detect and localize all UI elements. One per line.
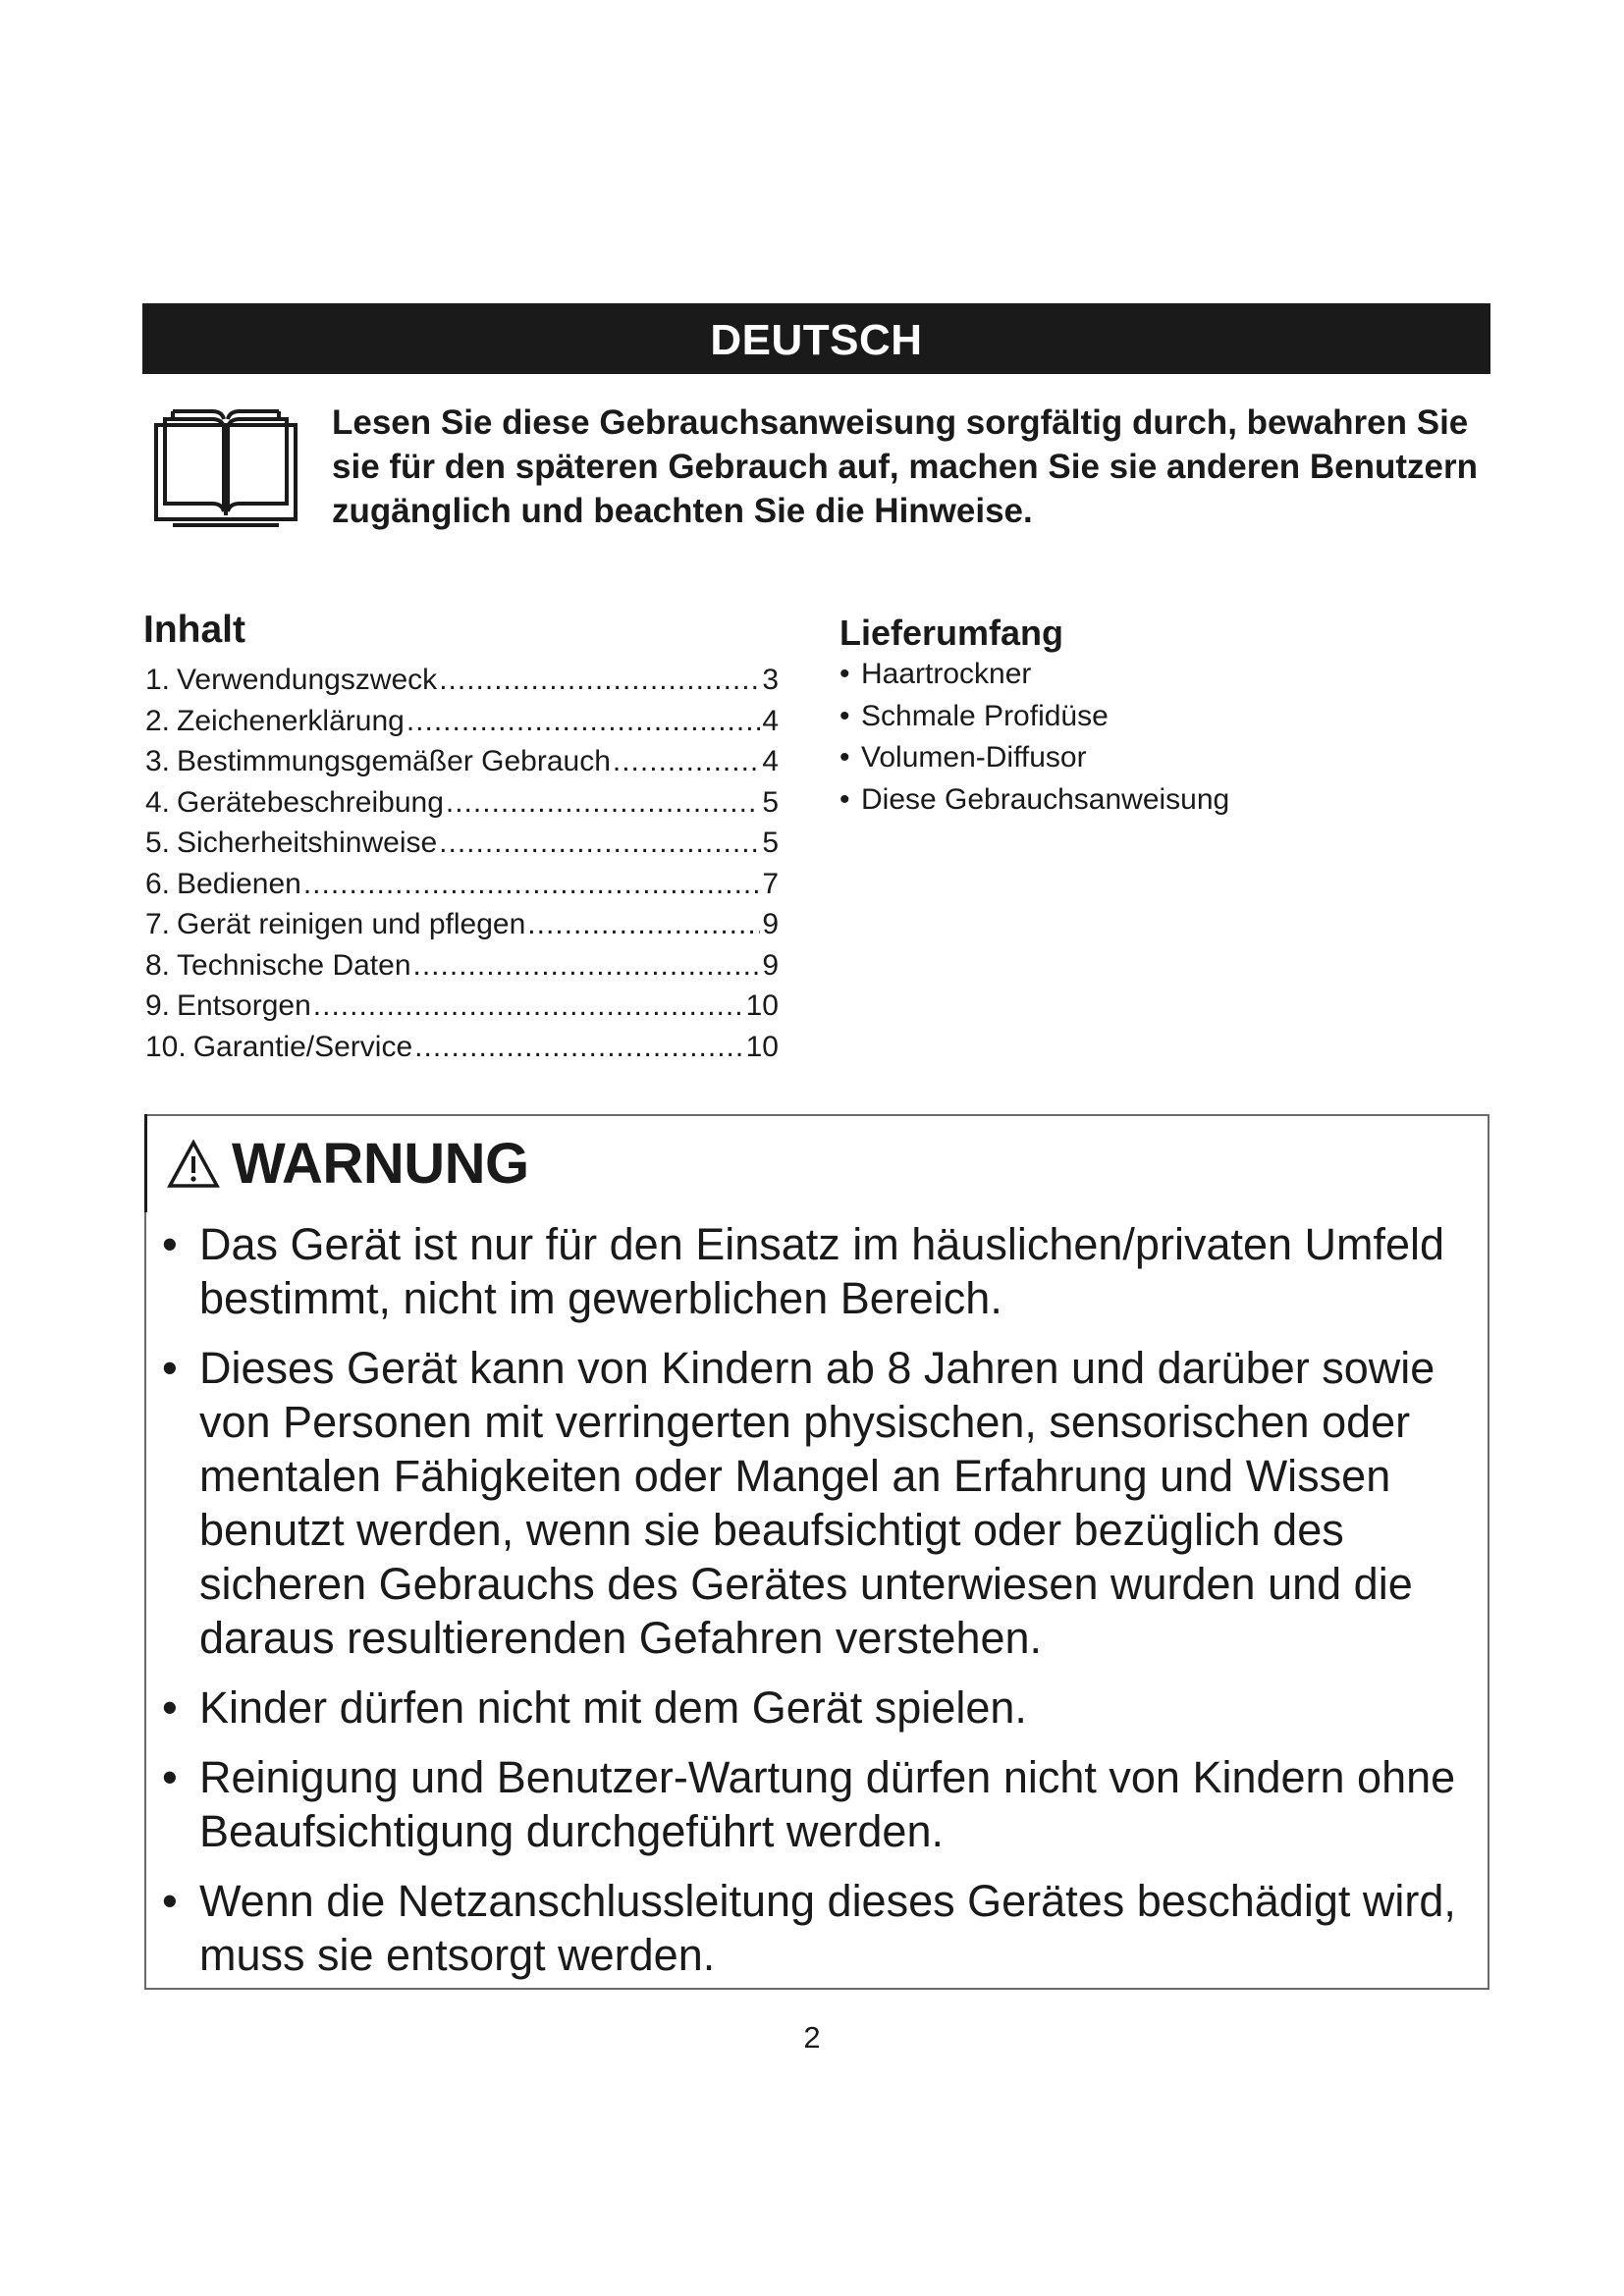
bullet-icon: •	[162, 1219, 178, 1269]
scope-of-delivery-title: Lieferumfang	[839, 613, 1064, 653]
toc-leader	[406, 705, 760, 738]
toc-item[interactable]: 1. Verwendungszweck ..... 3	[145, 664, 779, 705]
toc-item[interactable]: 6. Bedienen ..... 7	[145, 868, 779, 909]
language-banner: DEUTSCH	[142, 303, 1490, 374]
bullet-icon: •	[162, 1752, 178, 1802]
toc-leader	[439, 664, 760, 697]
toc-item[interactable]: 3. Bestimmungsgemäßer Gebrauch ..... 4	[145, 745, 779, 786]
toc-leader	[613, 745, 760, 778]
warning-item: • Das Gerät ist nur für den Einsatz im häuslichen/privaten Umfeld bestimmt, nicht im gewerblichen Bereich.	[162, 1219, 1445, 1323]
contents-title: Inhalt	[143, 609, 245, 651]
table-of-contents	[145, 664, 779, 1071]
bullet-icon: •	[839, 741, 850, 774]
intro-line: zugänglich und beachten Sie die Hinweise.	[332, 492, 1033, 530]
warning-item: • Reinigung und Benutzer-Wartung dürfen nicht von Kindern ohne Beaufsichtigung durchgeführt werden.	[162, 1752, 1456, 1856]
toc-item[interactable]: 4. Gerätebeschreibung ..... 5	[145, 786, 779, 828]
toc-leader	[303, 868, 760, 901]
warning-triangle-icon	[167, 1140, 220, 1189]
toc-item[interactable]: 10. Garantie/Service ..... 10	[145, 1031, 779, 1072]
intro-notice	[332, 400, 1490, 533]
warning-item: • Dieses Gerät kann von Kindern ab 8 Jahren und darüber sowie von Personen mit verringerten physischen, sensorischen oder mentalen Fähigkeiten oder Mangel an Erfahrung und Wissen benutzt werden, wenn sie beaufsichtigt oder bezüglich des sicheren Gebrauchs des Gerätes unterwiesen wurden und die daraus resultierenden Gefahren verstehen.	[162, 1343, 1435, 1663]
warning-box-accent	[144, 1114, 147, 1212]
toc-leader	[446, 786, 760, 820]
list-item: • Haartrockner	[839, 658, 1032, 690]
toc-item[interactable]: 9. Entsorgen ..... 10	[145, 989, 779, 1031]
bullet-icon: •	[162, 1343, 178, 1393]
toc-item[interactable]: 7. Gerät reinigen und pflegen ..... 9	[145, 908, 779, 949]
toc-leader	[414, 1031, 743, 1064]
list-item: • Volumen-Diffusor	[839, 741, 1087, 774]
intro-line: sie für den späteren Gebrauch auf, machen Sie sie anderen Benutzern	[332, 448, 1479, 486]
toc-item[interactable]: 8. Technische Daten ..... 9	[145, 949, 779, 990]
warning-title: WARNUNG	[232, 1132, 529, 1196]
warning-item: • Kinder dürfen nicht mit dem Gerät spielen.	[162, 1682, 1027, 1733]
list-item: • Diese Gebrauchsanweisung	[839, 782, 1230, 816]
warning-heading	[167, 1131, 529, 1197]
toc-leader	[439, 827, 760, 860]
scope-of-delivery-list	[839, 658, 1229, 825]
bullet-icon: •	[839, 782, 850, 816]
bullet-icon: •	[839, 699, 850, 732]
toc-item[interactable]: 2. Zeichenerklärung ..... 4	[145, 705, 779, 746]
toc-leader	[527, 908, 760, 941]
bullet-icon: •	[162, 1876, 178, 1926]
open-book-icon	[153, 405, 298, 529]
toc-leader	[413, 949, 761, 983]
toc-leader	[313, 989, 744, 1023]
bullet-icon: •	[162, 1682, 178, 1733]
warning-list	[162, 1217, 1478, 1998]
list-item: • Schmale Profidüse	[839, 699, 1109, 732]
warning-item: • Wenn die Netzanschlussleitung dieses Gerätes beschädigt wird, muss sie entsorgt werden.	[162, 1876, 1456, 1980]
toc-item[interactable]: 5. Sicherheitshinweise ..... 5	[145, 827, 779, 868]
bullet-icon: •	[839, 658, 850, 690]
intro-line: Lesen Sie diese Gebrauchsanweisung sorgfältig durch, bewahren Sie	[332, 403, 1469, 442]
page-number: 2	[803, 2020, 821, 2055]
